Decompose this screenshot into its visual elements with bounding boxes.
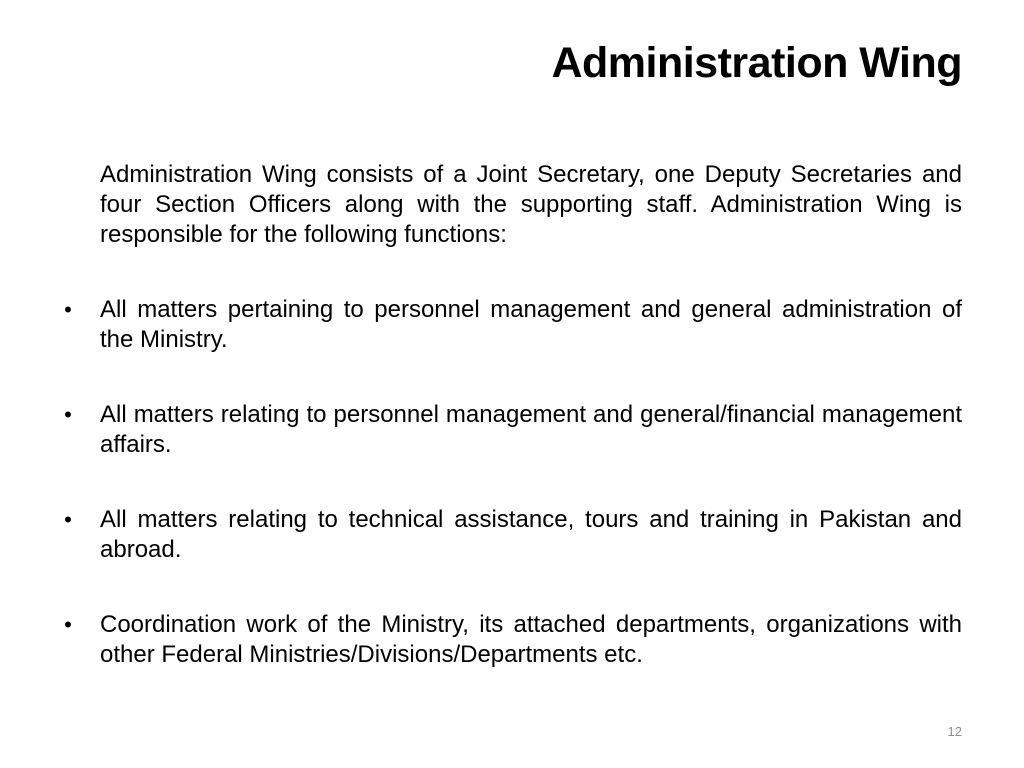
slide-title: Administration Wing [551,39,962,87]
bullet-icon: • [64,612,72,637]
function-list [64,295,962,670]
bullet-icon: • [64,402,72,427]
slide-content [64,160,962,715]
list-item-text: All matters relating to personnel management and general/financial management affairs. [100,401,962,458]
list-item-text: All matters relating to technical assistance, tours and training in Pakistan and abroad. [100,506,962,563]
bullet-icon: • [64,297,72,322]
list-item [64,400,962,460]
list-item [64,295,962,355]
bullet-icon: • [64,507,72,532]
page-number: 12 [947,724,962,739]
list-item-text: Coordination work of the Ministry, its attached departments, organizations with other Federal Ministries/Divisions/Departments etc. [100,611,962,668]
intro-paragraph: Administration Wing consists of a Joint Secretary, one Deputy Secretaries and four Section Officers along with the supporting staff. Administration Wing is responsible for the following functions: [100,161,962,248]
list-item-text: All matters pertaining to personnel management and general administration of the Ministry. [100,296,962,353]
list-item [64,610,962,670]
list-item [64,505,962,565]
